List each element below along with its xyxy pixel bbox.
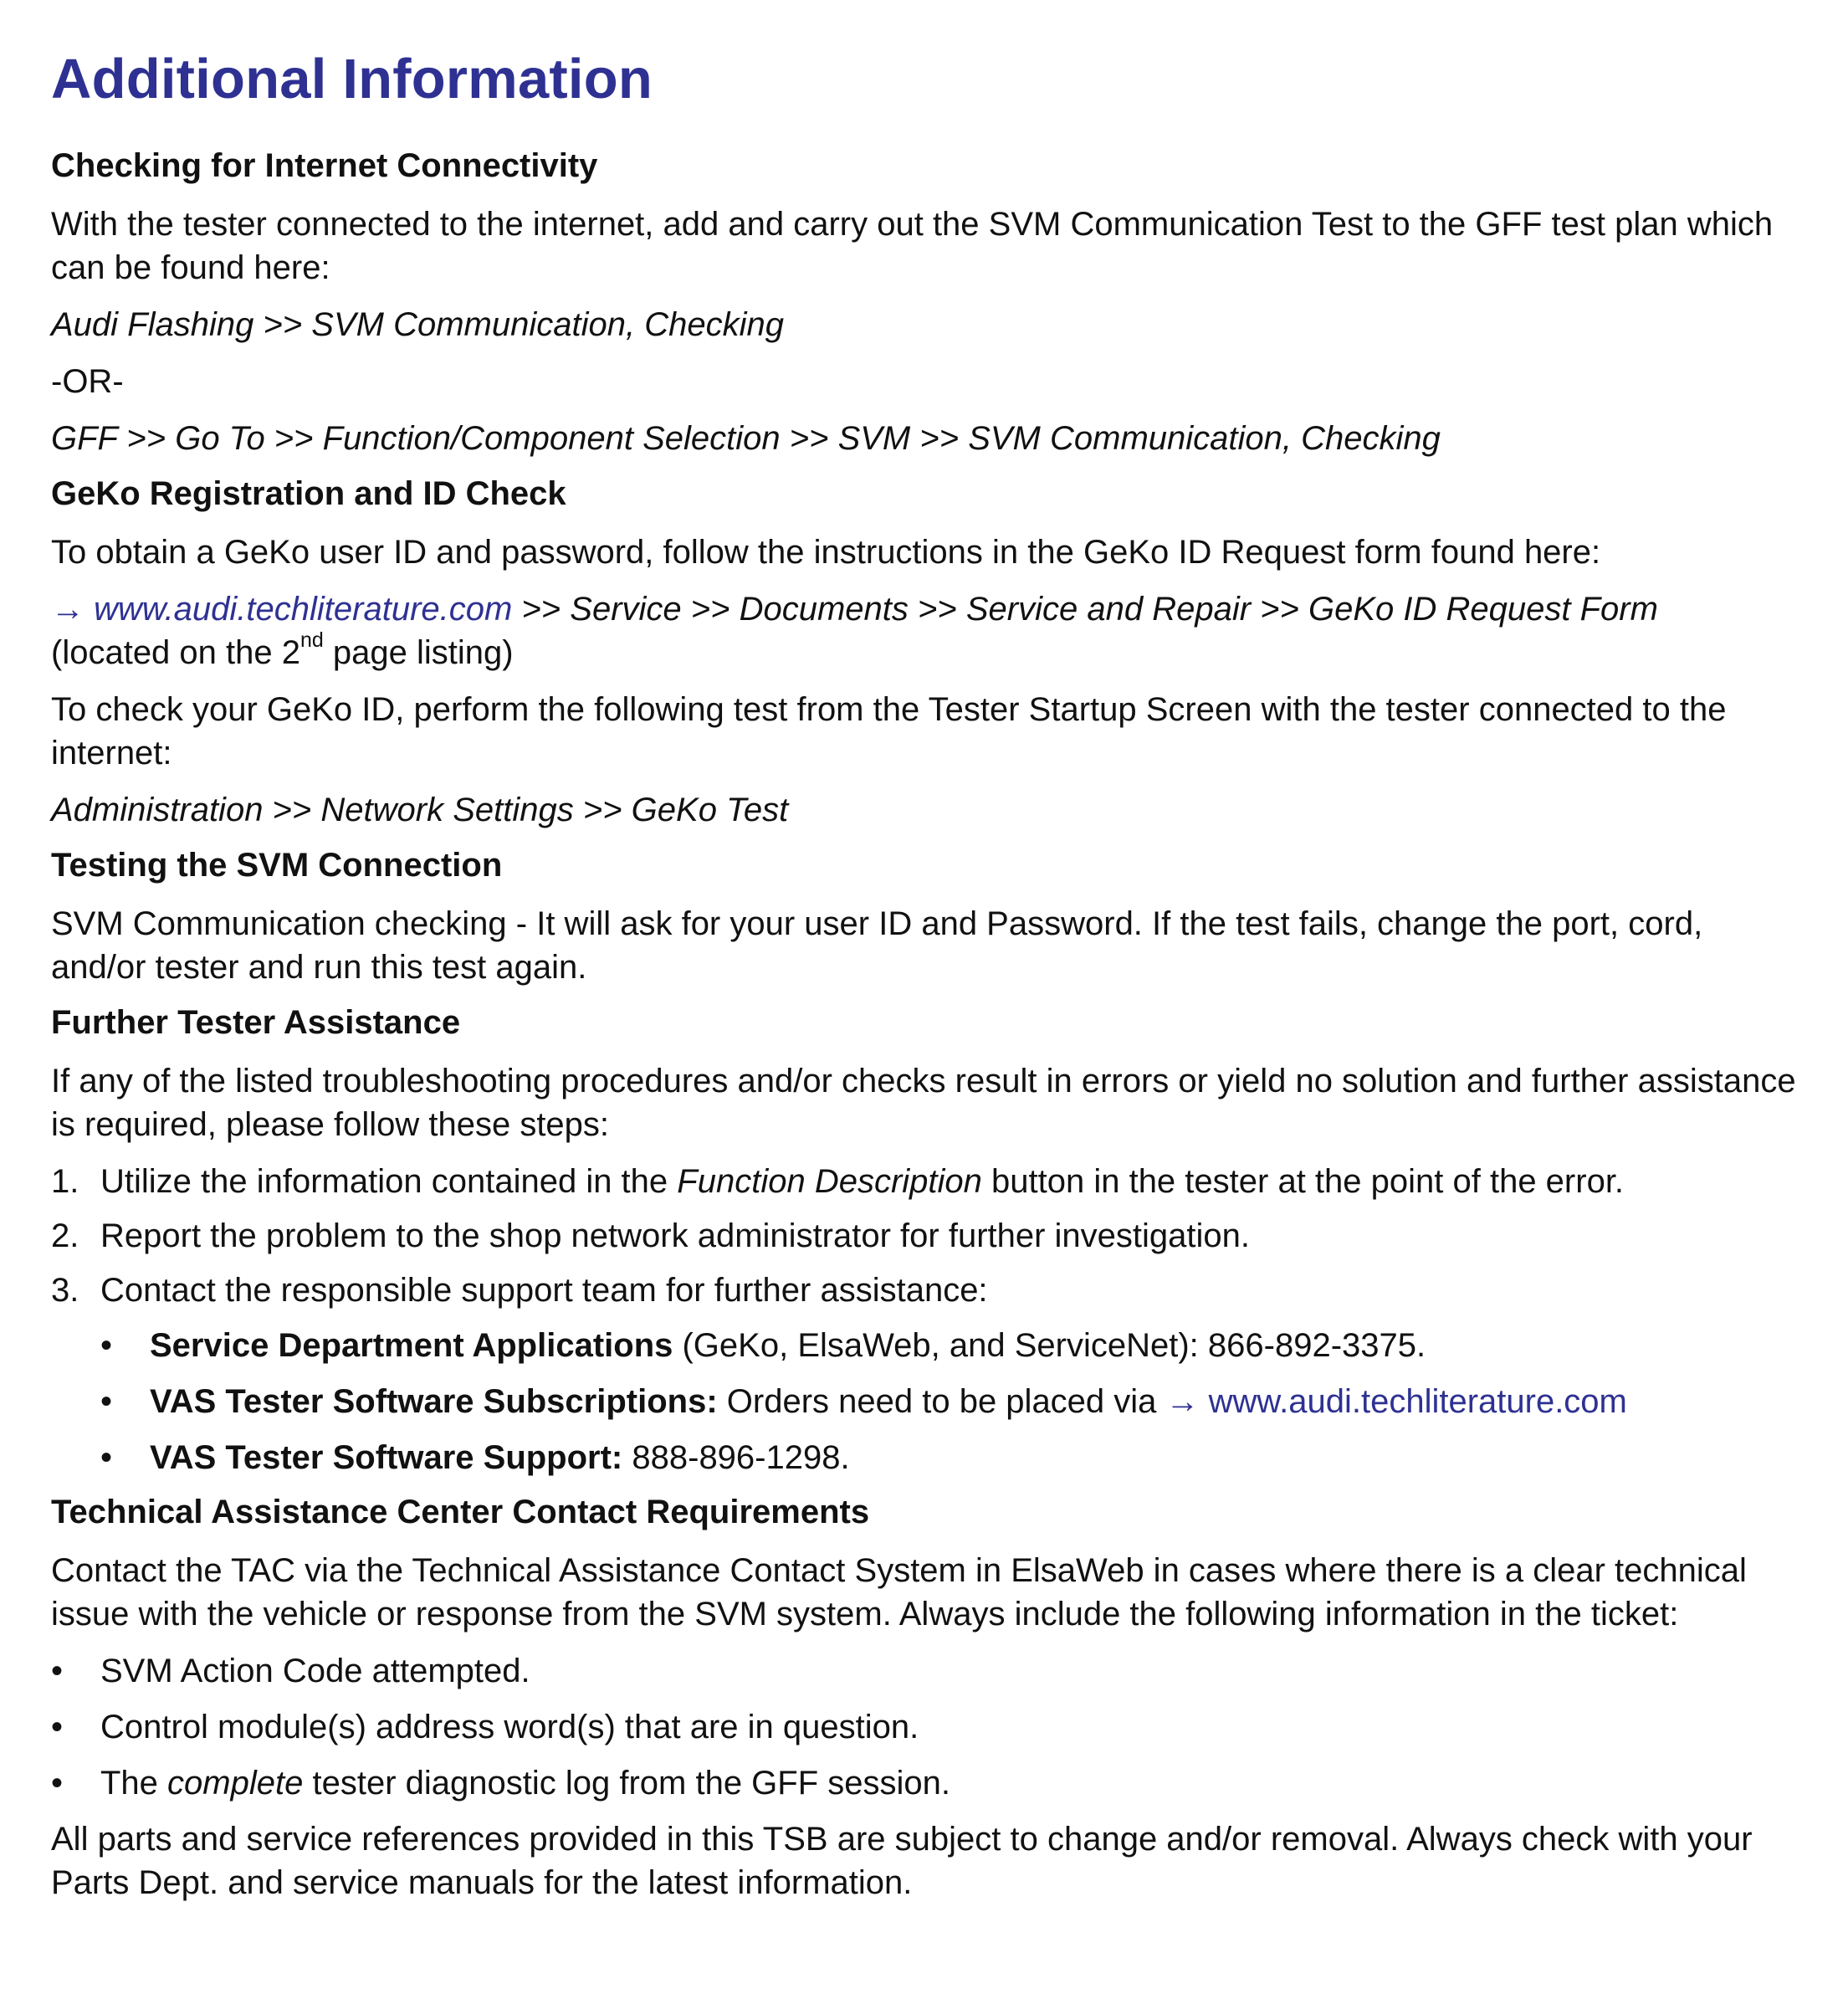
- heading-testing-svm: Testing the SVM Connection: [51, 847, 503, 884]
- geko-form-location: [51, 587, 1798, 674]
- step-number: 1.: [51, 1163, 79, 1200]
- list-item: [51, 1649, 1798, 1693]
- bullet-icon: •: [51, 1653, 64, 1689]
- list-item: [100, 1436, 1798, 1479]
- heading-further-assistance: Further Tester Assistance: [51, 1004, 461, 1041]
- menu-path-audi-flashing: Audi Flashing >> SVM Communication, Checking: [51, 306, 784, 343]
- bullet-icon: •: [51, 1709, 64, 1745]
- heading-internet-connectivity: Checking for Internet Connectivity: [51, 147, 598, 184]
- heading-geko-registration: GeKo Registration and ID Check: [51, 475, 566, 512]
- paragraph-geko-check: To check your GeKo ID, perform the following test from the Tester Startup Screen with the tester connected to the internet:: [51, 691, 1727, 771]
- list-item: [100, 1380, 1798, 1423]
- bullet-icon: •: [51, 1765, 64, 1802]
- menu-path-geko-test: Administration >> Network Settings >> GeKo Test: [51, 792, 789, 828]
- step-emphasis: Function Description: [677, 1163, 982, 1200]
- step-text: Contact the responsible support team for further assistance:: [100, 1272, 988, 1309]
- step-text: Report the problem to the shop network administrator for further investigation.: [100, 1217, 1251, 1254]
- menu-path-gff: GFF >> Go To >> Function/Component Selection >> SVM >> SVM Communication, Checking: [51, 420, 1441, 457]
- techliterature-link[interactable]: → www.audi.techliterature.com: [1165, 1383, 1627, 1420]
- support-contacts-list: [51, 1324, 1798, 1479]
- contact-detail: (GeKo, ElsaWeb, and ServiceNet): 866-892-3375.: [673, 1327, 1426, 1364]
- item-text: SVM Action Code attempted.: [100, 1653, 530, 1689]
- menu-path-geko-form: >> Service >> Documents >> Service and Repair >> GeKo ID Request Form: [512, 591, 1658, 628]
- bullet-icon: •: [100, 1327, 113, 1364]
- list-item: [51, 1705, 1798, 1749]
- contact-detail: 888-896-1298.: [622, 1439, 850, 1476]
- paragraph-tac: Contact the TAC via the Technical Assistance Contact System in ElsaWeb in cases where there is a clear technical issue with the vehicle or response from the SVM system. Always include the following information in the ticket:: [51, 1552, 1747, 1633]
- list-item: [51, 1761, 1798, 1805]
- page-listing-note-sup: nd: [300, 628, 324, 652]
- step-number: 3.: [51, 1272, 79, 1309]
- contact-name: Service Department Applications: [150, 1327, 673, 1364]
- page-listing-note-post: page listing): [323, 634, 514, 671]
- item-emphasis: complete: [167, 1765, 304, 1802]
- contact-name: VAS Tester Software Support:: [150, 1439, 623, 1476]
- item-text: Control module(s) address word(s) that are in question.: [100, 1709, 919, 1745]
- paragraph-geko-obtain: To obtain a GeKo user ID and password, follow the instructions in the GeKo ID Request form found here:: [51, 534, 1601, 571]
- page-title: Additional Information: [51, 48, 653, 110]
- list-item: [51, 1214, 1798, 1258]
- heading-tac-requirements: Technical Assistance Center Contact Requirements: [51, 1494, 870, 1530]
- paragraph-svm-checking: SVM Communication checking - It will ask for your user ID and Password. If the test fails, change the port, cord, and/or tester and run this test again.: [51, 905, 1703, 986]
- techliterature-link[interactable]: → www.audi.techliterature.com: [51, 591, 513, 628]
- tac-info-list: [51, 1649, 1798, 1805]
- paragraph-further-assistance: If any of the listed troubleshooting procedures and/or checks result in errors or yield no solution and further assistance is required, please follow these steps:: [51, 1063, 1796, 1143]
- paragraph-connectivity: With the tester connected to the internet, add and carry out the SVM Communication Test to the GFF test plan which can be found here:: [51, 206, 1774, 286]
- step-text: Utilize the information contained in the: [100, 1163, 678, 1200]
- or-separator: -OR-: [51, 363, 124, 400]
- contact-name: VAS Tester Software Subscriptions:: [150, 1383, 718, 1420]
- item-text-end: tester diagnostic log from the GFF session.: [303, 1765, 951, 1802]
- assistance-steps-list: [51, 1160, 1798, 1312]
- list-item: [51, 1269, 1798, 1312]
- bullet-icon: •: [100, 1439, 113, 1476]
- contact-detail: Orders need to be placed via: [717, 1383, 1166, 1420]
- step-number: 2.: [51, 1217, 79, 1254]
- item-text: The: [100, 1765, 168, 1802]
- list-item: [100, 1324, 1798, 1367]
- footer-disclaimer: All parts and service references provided in this TSB are subject to change and/or removal. Always check with your Parts Dept. and service manuals for the latest information.: [51, 1821, 1753, 1901]
- list-item: [51, 1160, 1798, 1203]
- page-listing-note-pre: (located on the 2: [51, 634, 300, 671]
- step-text-end: button in the tester at the point of the error.: [981, 1163, 1625, 1200]
- bullet-icon: •: [100, 1383, 113, 1420]
